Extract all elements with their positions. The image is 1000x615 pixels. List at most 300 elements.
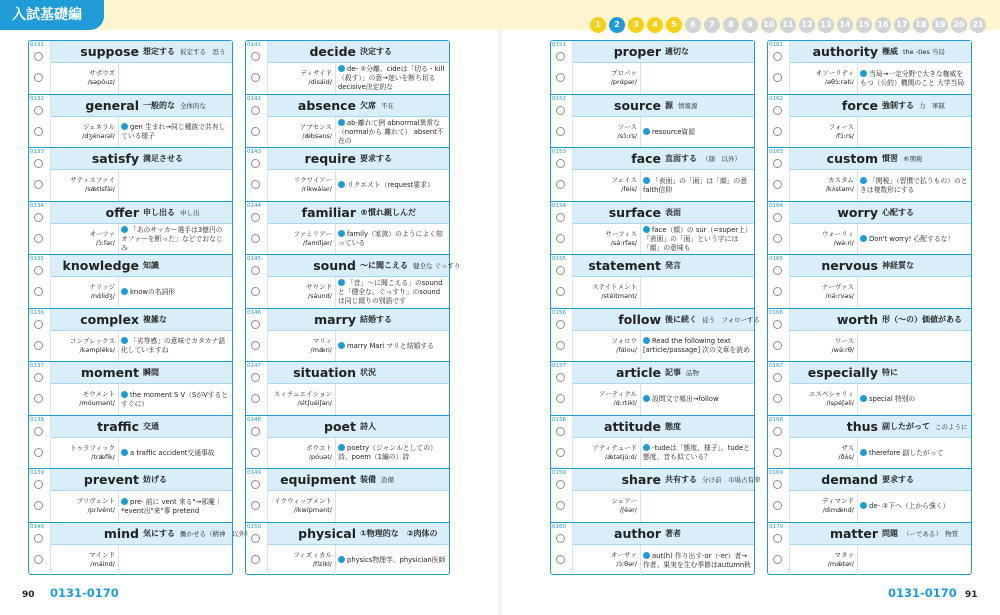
entry-number: 0153 (552, 149, 566, 155)
check-circle[interactable] (556, 180, 565, 189)
check-circle[interactable] (251, 480, 260, 489)
note-marker-icon (860, 449, 867, 456)
entry-gutter (29, 148, 51, 201)
phonetic-symbol: /wə́ːri/ (833, 238, 854, 247)
check-circle[interactable] (251, 320, 260, 329)
meaning (882, 362, 969, 384)
check-circle[interactable] (251, 180, 260, 189)
check-circle[interactable] (34, 501, 43, 510)
note-marker-icon (338, 444, 345, 451)
check-circle[interactable] (773, 213, 782, 222)
entry-gutter (551, 148, 573, 201)
katakana-reading: フェイス (611, 176, 637, 185)
pronunciation (573, 63, 641, 94)
entry-gutter (768, 41, 790, 94)
note-marker-icon (121, 391, 128, 398)
check-circle[interactable] (34, 127, 43, 136)
check-circle[interactable] (34, 106, 43, 115)
entry-gutter (246, 309, 268, 362)
check-circle[interactable] (773, 287, 782, 296)
check-circle[interactable] (34, 427, 43, 436)
chapter-dot: 13 (818, 17, 834, 33)
check-circle[interactable] (251, 52, 260, 61)
phonetic-symbol: /trǽfik/ (91, 452, 115, 461)
note-marker-icon (860, 235, 867, 242)
headword: equipment (280, 472, 356, 487)
entry-header (268, 416, 449, 438)
meaning (360, 95, 447, 117)
check-circle[interactable] (251, 534, 260, 543)
entry-header (51, 41, 232, 63)
entry-header (573, 202, 754, 224)
meaning (665, 41, 752, 63)
check-circle[interactable] (34, 180, 43, 189)
katakana-reading: オーファ (89, 229, 115, 238)
check-circle[interactable] (251, 555, 260, 564)
entry-gutter (29, 41, 51, 94)
entry-gutter (29, 309, 51, 362)
check-circle[interactable] (773, 341, 782, 350)
meaning (143, 309, 230, 331)
check-circle[interactable] (556, 341, 565, 350)
meaning-main: ®慣れ親しんだ (360, 207, 416, 217)
entry-header (790, 416, 971, 438)
note-text: 設問文で頻出→follow (643, 395, 719, 404)
entry-note (121, 172, 229, 200)
entry-header (51, 469, 232, 491)
pronunciation (268, 384, 336, 415)
phonetic-symbol: /ispéʃəli/ (826, 399, 854, 408)
headword: poet (324, 418, 356, 434)
entry-gutter (551, 523, 573, 577)
phonetic-symbol: /mǽtər/ (827, 560, 854, 569)
note-marker-icon (121, 123, 128, 130)
entry-note (643, 333, 751, 361)
phonetic-symbol: /άːrtikl/ (613, 399, 637, 408)
check-circle[interactable] (773, 534, 782, 543)
katakana-reading: オーサァ (611, 551, 637, 560)
note-marker-icon (338, 230, 345, 237)
entry-note (121, 386, 229, 414)
chapter-dot: 12 (799, 17, 815, 33)
pronunciation (790, 545, 858, 577)
vocab-entry (246, 523, 449, 577)
check-circle[interactable] (556, 394, 565, 403)
note-marker-icon (338, 342, 345, 349)
note-text: -tudeは「態度、様子」。tudeと態度、音も似ている？ (643, 444, 750, 462)
pronunciation (573, 491, 641, 522)
entry-header (790, 41, 971, 63)
entry-number: 0169 (769, 470, 783, 476)
katakana-reading: コンプレックス (69, 336, 115, 345)
meaning-main: 瞬間 (143, 368, 159, 377)
meaning (882, 469, 969, 491)
meaning-sub: （顔 以外） (702, 155, 741, 163)
vocab-entry (246, 469, 449, 523)
phonetic-symbol: /ikwípmənt/ (293, 506, 332, 515)
katakana-reading: アブセンス (299, 122, 332, 131)
entry-header (268, 95, 449, 117)
check-circle[interactable] (773, 394, 782, 403)
pronunciation (268, 277, 336, 308)
headword: general (85, 97, 139, 113)
meaning-main: 表面 (665, 207, 681, 217)
meaning-sub: the -ties 当局 (903, 48, 945, 56)
entry-note (860, 119, 968, 147)
check-circle[interactable] (556, 287, 565, 296)
entry-note (121, 493, 229, 521)
check-circle[interactable] (251, 373, 260, 382)
headword: attitude (604, 418, 661, 434)
katakana-reading: ワース (834, 336, 854, 345)
katakana-reading: リクワイアー (293, 176, 332, 185)
check-circle[interactable] (251, 341, 260, 350)
headword: author (614, 525, 661, 541)
check-circle[interactable] (251, 159, 260, 168)
check-circle[interactable] (34, 555, 43, 564)
check-circle[interactable] (34, 534, 43, 543)
meaning-main: 交通 (143, 421, 159, 431)
entry-number: 0136 (30, 309, 44, 316)
pronunciation (573, 170, 641, 201)
vocab-entry (768, 523, 971, 577)
meaning-main: 詩人 (360, 421, 376, 431)
entry-gutter (551, 309, 573, 362)
entry-number: 0167 (769, 363, 783, 369)
check-circle[interactable] (773, 501, 782, 510)
katakana-reading: フィズィカル (293, 551, 332, 560)
entry-gutter (246, 148, 268, 201)
entry-header (268, 202, 449, 224)
meaning-main: 慣習 (882, 154, 898, 163)
entry-number: 0158 (552, 416, 566, 423)
entry-gutter (551, 362, 573, 415)
check-circle[interactable] (34, 373, 43, 382)
katakana-reading: イクウィップメント (274, 497, 332, 506)
check-circle[interactable] (556, 501, 565, 510)
headword: worry (837, 204, 878, 220)
entry-number: 0154 (552, 202, 566, 209)
note-text: 「表面」の「面」は「顔」の意 faith信仰 (643, 176, 748, 194)
entry-number: 0161 (769, 42, 783, 48)
check-circle[interactable] (556, 213, 565, 222)
phonetic-symbol: /nάlidʒ/ (90, 292, 115, 301)
phonetic-symbol: /sáund/ (307, 292, 332, 301)
vocab-entry (29, 95, 232, 149)
headword: article (615, 365, 661, 380)
entry-gutter (768, 202, 790, 255)
vocab-entry (768, 309, 971, 363)
check-circle[interactable] (773, 234, 782, 243)
check-circle[interactable] (34, 448, 43, 457)
pronunciation (790, 277, 858, 308)
note-text: pre- 前に vent 来る"→邪魔｜*event出"来"事 pretend (121, 497, 222, 515)
chapter-dot: 1 (590, 17, 606, 33)
check-circle[interactable] (34, 52, 43, 61)
check-circle[interactable] (556, 448, 565, 457)
entry-note (643, 279, 751, 307)
meaning-sub: ®関税 (903, 155, 923, 163)
meaning (360, 148, 447, 170)
note-text: face（顔）の sur（=super上）「表面」の「面」という字には「顔」の意味も (643, 225, 749, 252)
entry-header (573, 41, 754, 63)
meaning (360, 523, 447, 545)
chapter-dot: 11 (780, 17, 796, 33)
meaning (360, 202, 447, 224)
check-circle[interactable] (556, 159, 565, 168)
phonetic-symbol: /privént/ (87, 506, 115, 515)
vocab-entry (246, 41, 449, 95)
meaning-sub: 全体的な (180, 101, 206, 110)
katakana-reading: アティテュード (592, 443, 637, 452)
check-circle[interactable] (34, 341, 43, 350)
meaning-main: 想定する (143, 47, 175, 56)
check-circle[interactable] (556, 106, 565, 115)
meaning-main: 複雑な (143, 314, 167, 324)
check-circle[interactable] (251, 448, 260, 457)
note-marker-icon (643, 226, 650, 233)
check-circle[interactable] (251, 73, 260, 82)
note-text: resource資源 (643, 128, 695, 137)
katakana-reading: カスタム (828, 176, 854, 185)
check-circle[interactable] (556, 555, 565, 564)
entry-note (643, 386, 751, 414)
note-marker-icon (643, 395, 650, 402)
check-circle[interactable] (34, 287, 43, 296)
check-circle[interactable] (251, 234, 260, 243)
entry-gutter (768, 95, 790, 148)
katakana-reading: ソース (617, 122, 637, 131)
meaning (143, 416, 230, 438)
entry-gutter (246, 255, 268, 308)
entry-number: 0147 (247, 363, 261, 369)
pronunciation (51, 170, 119, 201)
check-circle[interactable] (773, 52, 782, 61)
headword: proper (613, 44, 661, 59)
pronunciation (268, 117, 336, 148)
meaning (665, 202, 752, 224)
meaning-main: 源 (665, 100, 673, 110)
note-marker-icon (338, 279, 345, 286)
pronunciation (790, 63, 858, 94)
meaning (665, 255, 752, 277)
meaning (665, 148, 752, 170)
entry-header (573, 469, 761, 491)
check-circle[interactable] (34, 159, 43, 168)
note-text: knowの名詞形 (121, 288, 175, 297)
entry-header (51, 362, 232, 384)
pronunciation (51, 277, 119, 308)
check-circle[interactable] (251, 127, 260, 136)
note-text: リクエスト（request要求） (338, 181, 434, 190)
check-circle[interactable] (773, 106, 782, 115)
entry-gutter (551, 95, 573, 148)
meaning (143, 523, 252, 545)
check-circle[interactable] (34, 234, 43, 243)
entry-header (268, 523, 449, 545)
entry-number: 0151 (552, 42, 566, 48)
entry-number: 0163 (769, 149, 783, 155)
vocab-entry (768, 362, 971, 416)
pronunciation (51, 224, 119, 255)
entry-number: 0157 (552, 363, 566, 369)
check-circle[interactable] (251, 287, 260, 296)
meaning-main: 形（～の）価値がある (882, 314, 962, 324)
meaning-main: 特に (882, 368, 898, 377)
meaning-sub: （ーである） 物質 (903, 529, 959, 538)
entry-number: 0144 (247, 202, 261, 209)
check-circle[interactable] (34, 213, 43, 222)
katakana-reading: マインド (89, 551, 115, 560)
entry-header (51, 523, 252, 545)
check-circle[interactable] (251, 266, 260, 275)
meaning-sub: 働かせる（精神 以外） (180, 529, 252, 538)
check-circle[interactable] (556, 127, 565, 136)
vocab-entry (246, 202, 449, 256)
entry-note (338, 172, 446, 200)
check-circle[interactable] (773, 555, 782, 564)
check-circle[interactable] (251, 106, 260, 115)
check-circle[interactable] (251, 427, 260, 436)
note-text: 「音」～に聞こえる」のsoundと「健全な、ぐっすり」のsoundは同じ綴りの別語です (338, 279, 443, 306)
headword: familiar (301, 204, 356, 220)
katakana-reading: ジェネラル (82, 122, 115, 131)
phonetic-symbol: /disáid/ (308, 78, 332, 87)
entry-number: 0143 (247, 149, 261, 155)
check-circle[interactable] (773, 266, 782, 275)
entry-gutter (768, 255, 790, 308)
pronunciation (268, 224, 336, 255)
chapter-dot: 17 (894, 17, 910, 33)
meaning-main: 共有する (665, 475, 697, 484)
entry-number: 0142 (247, 95, 261, 102)
headword: knowledge (62, 258, 139, 273)
check-circle[interactable] (556, 534, 565, 543)
check-circle[interactable] (773, 373, 782, 382)
entry-number: 0132 (30, 95, 44, 102)
check-circle[interactable] (773, 448, 782, 457)
check-circle[interactable] (34, 394, 43, 403)
check-circle[interactable] (34, 320, 43, 329)
entry-gutter (29, 255, 51, 308)
entry-header (268, 469, 449, 491)
meaning (665, 469, 761, 491)
meaning-main: 心配する (882, 207, 914, 217)
entry-note (121, 119, 229, 147)
entry-gutter (29, 362, 51, 415)
note-text: family（家族）のようによく知っている (338, 230, 443, 248)
headword: sound (313, 258, 356, 273)
check-circle[interactable] (773, 320, 782, 329)
note-text: 「劣等感」の意味でカタカナ語化していますね (121, 337, 226, 355)
meaning (882, 202, 969, 224)
meaning-main: 知識 (143, 261, 159, 270)
meaning-main: 一般的な (143, 100, 175, 110)
check-circle[interactable] (556, 52, 565, 61)
check-circle[interactable] (773, 127, 782, 136)
meaning (665, 95, 752, 117)
note-text: 「関税」（習慣で払うもの）のときは複数形にする (860, 176, 968, 194)
headword: complex (80, 311, 139, 327)
phonetic-symbol: /móumənt/ (79, 399, 115, 408)
entry-note (338, 493, 446, 521)
check-circle[interactable] (34, 480, 43, 489)
entry-note (860, 65, 968, 93)
phonetic-symbol: /póuət/ (308, 452, 332, 461)
check-circle[interactable] (251, 213, 260, 222)
phonetic-symbol: /ɔ́ːθər/ (616, 560, 637, 569)
pronunciation (790, 224, 858, 255)
headword: satisfy (91, 151, 139, 166)
entry-number: 0156 (552, 309, 566, 316)
entry-number: 0162 (769, 95, 783, 102)
meaning (143, 95, 230, 117)
pronunciation (790, 170, 858, 201)
meaning-sub: 健全な ぐっすり (413, 262, 461, 270)
entry-gutter (29, 95, 51, 148)
check-circle[interactable] (34, 73, 43, 82)
meaning-sub: 品物 (686, 369, 699, 377)
meaning (143, 469, 230, 491)
entry-header (268, 309, 449, 331)
entry-gutter (768, 148, 790, 201)
headword: situation (293, 365, 356, 380)
chapter-dot: 20 (951, 17, 967, 33)
check-circle[interactable] (556, 427, 565, 436)
check-circle[interactable] (556, 373, 565, 382)
entry-number: 0159 (552, 470, 566, 476)
vocab-entry (551, 523, 754, 577)
pronunciation (573, 384, 641, 415)
headword: worth (836, 311, 878, 327)
check-circle[interactable] (556, 480, 565, 489)
note-marker-icon (338, 65, 345, 72)
headword: mind (103, 525, 139, 541)
check-circle[interactable] (773, 180, 782, 189)
check-circle[interactable] (251, 501, 260, 510)
check-circle[interactable] (773, 159, 782, 168)
phonetic-symbol: /kʌ́stəm/ (825, 185, 854, 194)
phonetic-symbol: /ǽbsəns/ (302, 131, 332, 140)
page-number-right: 91 (965, 590, 978, 600)
check-circle[interactable] (556, 320, 565, 329)
vocab-entry (768, 148, 971, 202)
check-circle[interactable] (251, 394, 260, 403)
check-circle[interactable] (556, 234, 565, 243)
phonetic-symbol: /sɔ́ːrs/ (617, 131, 637, 140)
check-circle[interactable] (773, 73, 782, 82)
entry-note (121, 279, 229, 307)
note-marker-icon (860, 502, 867, 509)
meaning-main: 気にする (143, 528, 175, 538)
check-circle[interactable] (773, 427, 782, 436)
check-circle[interactable] (34, 266, 43, 275)
check-circle[interactable] (773, 480, 782, 489)
meaning-main: 要求する (882, 475, 914, 484)
pronunciation (790, 331, 858, 362)
vocab-entry (768, 202, 971, 256)
meaning (360, 309, 447, 331)
check-circle[interactable] (556, 266, 565, 275)
check-circle[interactable] (556, 73, 565, 82)
phonetic-symbol: /fízikl/ (312, 560, 332, 569)
entry-header (51, 202, 232, 224)
entry-gutter (29, 202, 51, 255)
headword: marry (314, 311, 356, 327)
phonetic-symbol: /sǽtisfài/ (85, 185, 115, 194)
chapter-progress (590, 17, 986, 33)
vocab-entry (29, 41, 232, 95)
